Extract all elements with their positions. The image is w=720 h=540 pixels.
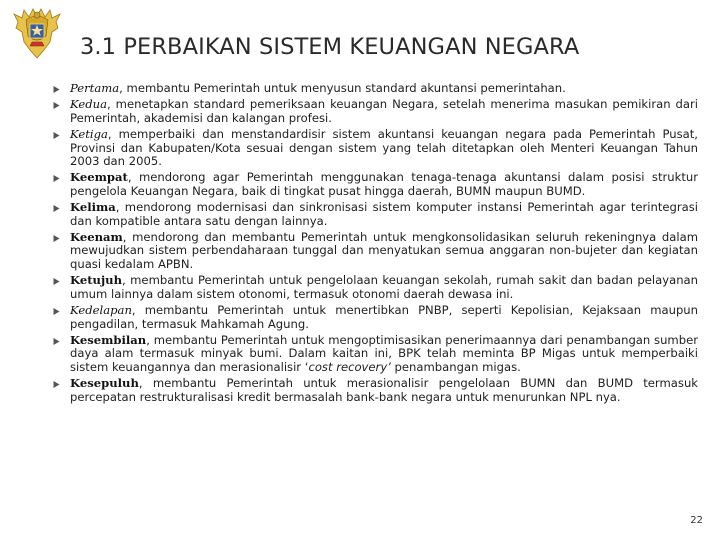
arrow-bullet-icon (52, 380, 61, 389)
arrow-bullet-icon (52, 277, 61, 286)
item-lead: Kedelapan (70, 303, 132, 318)
arrow-bullet-icon (52, 85, 61, 94)
item-lead: Kesembilan (70, 332, 147, 347)
item-text: , membantu Pemerintah untuk mengoptimisasikan penerimaannya dari penambangan sumber daya alam termasuk minyak bumi. Dalam kaitan ini, BPK telah meminta BP Migas untuk memperbaiki sistem keuangannya dan merasionalisir ‘ (70, 332, 698, 374)
item-lead: Kelima (70, 200, 116, 215)
list-item (52, 274, 698, 301)
arrow-bullet-icon (52, 307, 61, 316)
arrow-bullet-icon (52, 204, 61, 213)
list-item (52, 334, 698, 374)
arrow-bullet-icon (52, 174, 61, 183)
item-text-tail: penambangan migas. (390, 359, 521, 374)
arrow-bullet-icon (52, 131, 61, 140)
garuda-emblem-icon (12, 6, 62, 62)
item-text: , memperbaiki dan menstandardisir sistem akuntansi keuangan negara pada Pemerintah Pusat, Provinsi dan Kabupaten/Kota sesuai dengan sistem yang telah ditetapkan oleh Menteri Keuangan Tahun 2003 dan 2005. (70, 127, 698, 169)
list-item (52, 82, 698, 95)
item-lead: Keenam (70, 230, 123, 245)
item-text: , mendorong modernisasi dan sinkronisasi sistem komputer instansi Pemerintah agar terintegrasi dan kompatible antara satu dengan lainnya. (70, 200, 698, 228)
item-lead: Keempat (70, 170, 128, 185)
item-text: , membantu Pemerintah untuk menyusun standard akuntansi pemerintahan. (119, 81, 566, 95)
item-text: , mendorong agar Pemerintah menggunakan tenaga-tenaga akuntansi dalam posisi struktur pengelola Keuangan Negara, baik di tingkat pusat hingga daerah, BUMN maupun BUMD. (70, 170, 698, 198)
item-lead: Ketiga (70, 127, 108, 142)
item-lead: Ketujuh (70, 273, 123, 288)
item-text: , membantu Pemerintah untuk merasionalisir pengelolaan BUMN dan BUMD termasuk percepatan restrukturalisasi kredit bermasalah bank-bank negara untuk menurunkan NPL nya. (70, 376, 698, 404)
arrow-bullet-icon (52, 234, 61, 243)
arrow-bullet-icon (52, 337, 61, 346)
item-italic-text: cost recovery’ (308, 359, 391, 374)
item-lead: Kesepuluh (70, 376, 139, 391)
page-number: 22 (690, 515, 703, 526)
list-item (52, 171, 698, 198)
arrow-bullet-icon (52, 101, 61, 110)
list-item (52, 231, 698, 271)
item-lead: Pertama (70, 81, 120, 95)
item-text: , membantu Pemerintah untuk pengelolaan keuangan sekolah, rumah sakit dan badan pelayanan umum lainnya dalam sistem otonomi, termasuk otonomi daerah dewasa ini. (70, 273, 698, 301)
item-text: , menetapkan standard pemeriksaan keuangan Negara, setelah menerima masukan pemikiran dari Pemerintah, akademisi dan kalangan profesi. (70, 97, 698, 125)
slide-title: 3.1 PERBAIKAN SISTEM KEUANGAN NEGARA (80, 34, 580, 60)
item-text: , mendorong dan membantu Pemerintah untuk mengkonsolidasikan seluruh rekeningnya dalam mewujudkan sistem perbendaharaan tunggal dan menyatukan semua anggaran non-bujeter dan kegiatan quasi kedalam APBN. (70, 230, 698, 271)
list-item (52, 304, 698, 331)
list-item (52, 98, 698, 125)
list-item (52, 128, 698, 168)
list-item (52, 377, 698, 404)
item-text: , membantu Pemerintah untuk menertibkan PNBP, seperti Kepolisian, Kejaksaan maupun pengadilan, termasuk Mahkamah Agung. (70, 303, 698, 331)
item-lead: Kedua (70, 97, 108, 112)
bullet-list (52, 82, 698, 407)
list-item (52, 201, 698, 228)
